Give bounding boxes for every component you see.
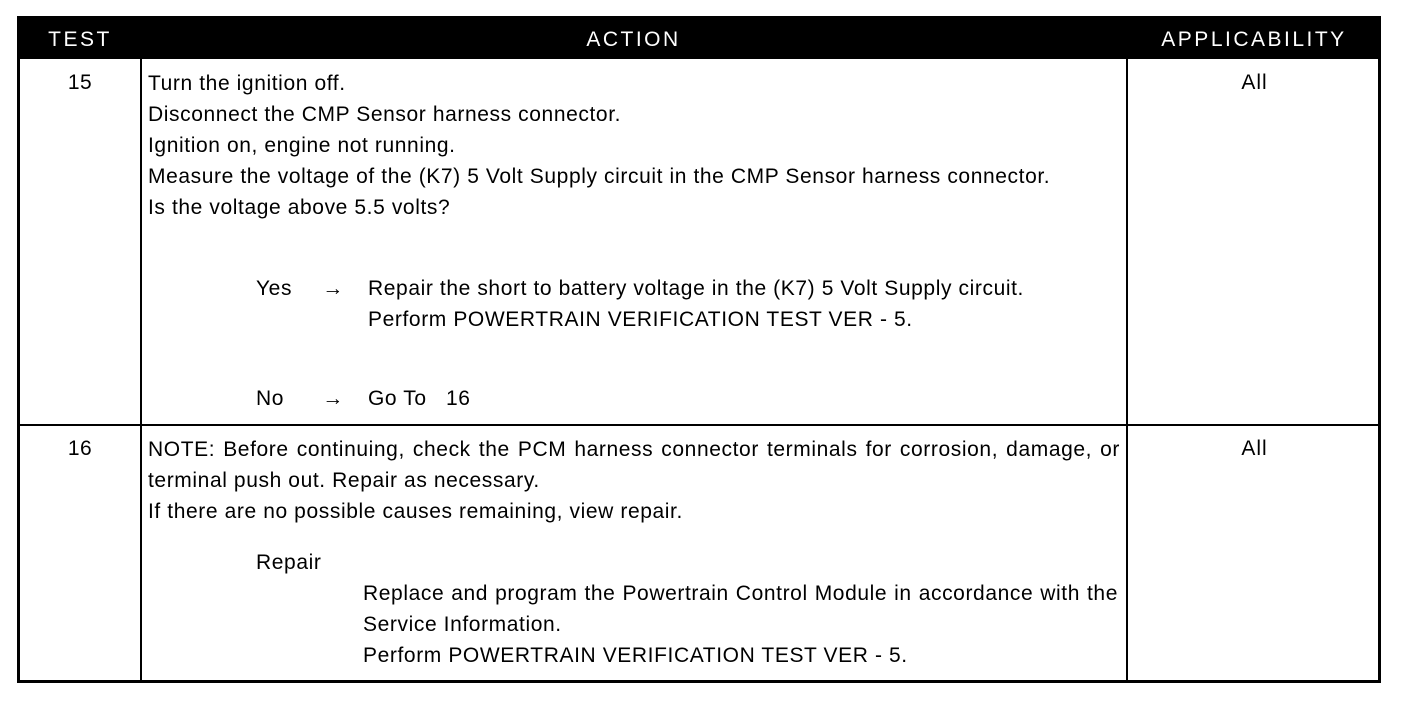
test-number: 16 (67, 437, 93, 460)
header-applicability: APPLICABILITY (1161, 28, 1347, 51)
header-test: TEST (48, 28, 112, 51)
action-line: Ignition on, engine not running. (148, 134, 456, 157)
repair-instructions (363, 578, 1118, 671)
action-line: Disconnect the CMP Sensor harness connector. (148, 103, 622, 126)
table-header (20, 19, 1378, 59)
column-divider (140, 59, 142, 680)
test-number: 15 (67, 71, 93, 94)
action-line: Turn the ignition off. (148, 72, 346, 95)
yes-result-line: Perform POWERTRAIN VERIFICATION TEST VER - 5. (368, 308, 913, 331)
action-line: Is the voltage above 5.5 volts? (148, 196, 451, 219)
action-text (148, 434, 1120, 527)
action-line: NOTE: Before continuing, check the PCM harness connector terminals for corrosion, damage, or terminal push out. Repair as necessary. (148, 438, 1120, 492)
header-action: ACTION (586, 28, 681, 51)
no-label: No (256, 387, 285, 410)
action-line: If there are no possible causes remaining, view repair. (148, 500, 683, 523)
right-arrow-icon: → (322, 277, 344, 300)
row-divider (20, 424, 1378, 426)
no-result: Go To 16 (368, 387, 471, 410)
yes-result (368, 273, 1118, 335)
column-divider (1126, 59, 1128, 680)
action-line: Measure the voltage of the (K7) 5 Volt Supply circuit in the CMP Sensor harness connector. (148, 165, 1051, 188)
yes-result-line: Repair the short to battery voltage in the (K7) 5 Volt Supply circuit. (368, 277, 1024, 300)
applicability-value: All (1241, 71, 1268, 94)
right-arrow-icon: → (322, 387, 344, 410)
diagnostic-table (17, 16, 1381, 683)
repair-line: Replace and program the Powertrain Control Module in accordance with the Service Information. (363, 582, 1118, 636)
repair-line: Perform POWERTRAIN VERIFICATION TEST VER - 5. (363, 644, 908, 667)
yes-label: Yes (256, 277, 293, 300)
repair-label: Repair (256, 551, 322, 574)
action-text (148, 68, 1120, 223)
applicability-value: All (1241, 437, 1268, 460)
